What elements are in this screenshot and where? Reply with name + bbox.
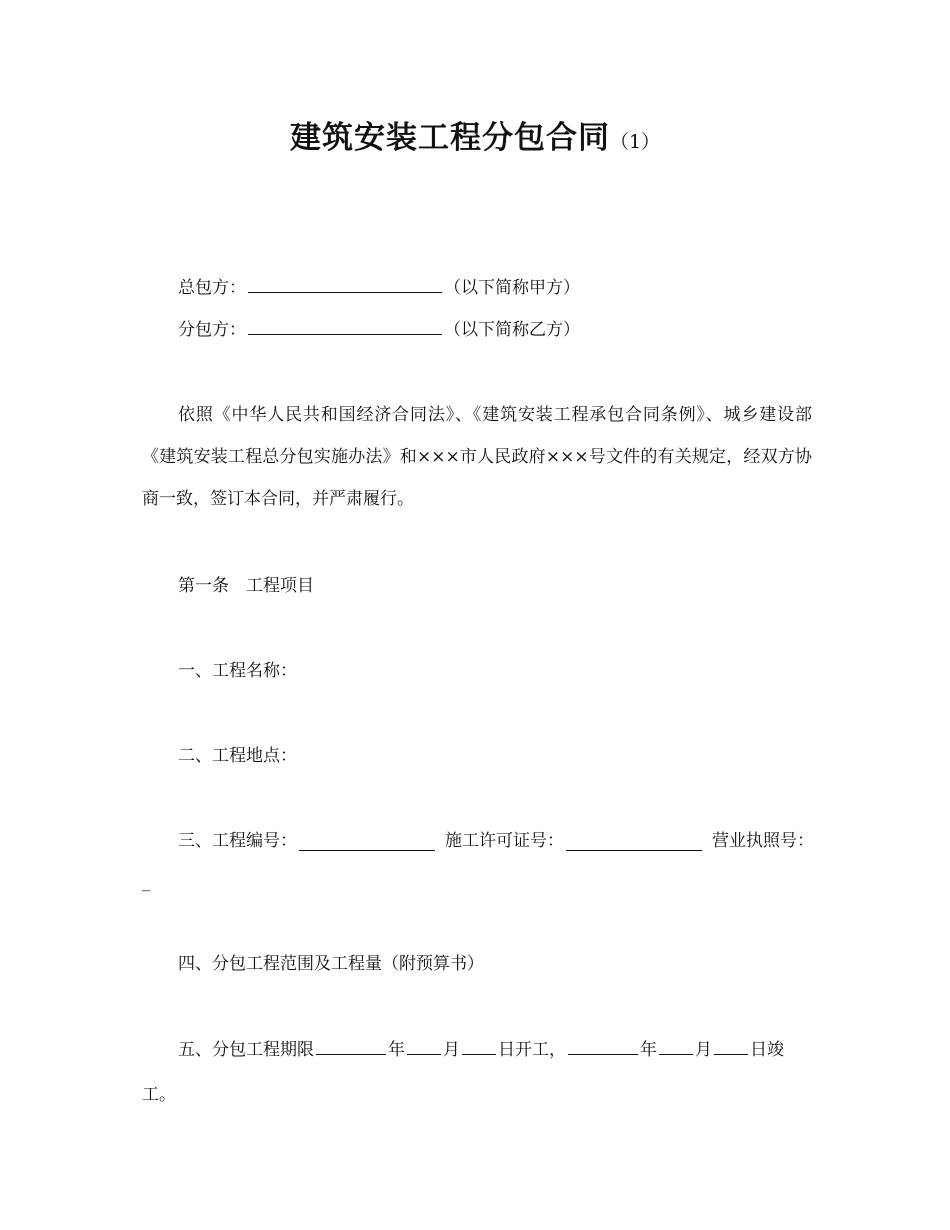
end-month-text: 月	[695, 1040, 712, 1060]
item-3-trail: _	[142, 872, 151, 892]
start-month-text: 月	[443, 1040, 460, 1060]
end-year-blank[interactable]	[568, 1040, 638, 1055]
license-number-label: 营业执照号：	[712, 831, 814, 851]
item-1-project-name: 一、工程名称：	[178, 661, 297, 681]
title-main: 建筑安装工程分包合同	[289, 120, 610, 156]
article-1-heading: 第一条 工程项目	[178, 576, 314, 596]
item-3-line	[178, 831, 814, 851]
party-b-note: （以下简称乙方）	[444, 320, 580, 340]
end-year-text: 年	[640, 1040, 657, 1060]
permit-number-blank[interactable]	[566, 836, 702, 851]
start-year-text: 年	[388, 1040, 405, 1060]
title-suffix: （1）	[609, 131, 661, 153]
project-number-label: 三、工程编号：	[178, 831, 297, 851]
period-label: 五、分包工程期限	[178, 1040, 314, 1060]
end-month-blank[interactable]	[659, 1040, 693, 1055]
item-5-trail: 工。	[142, 1085, 176, 1105]
party-a-label: 总包方：	[178, 278, 246, 298]
item-2-project-location: 二、工程地点：	[178, 746, 297, 766]
end-day-text: 日竣	[750, 1040, 784, 1060]
party-b-label: 分包方：	[178, 320, 246, 340]
start-month-blank[interactable]	[407, 1040, 441, 1055]
party-a-line	[178, 278, 580, 298]
start-year-blank[interactable]	[316, 1040, 386, 1055]
preamble-paragraph: 依照《中华人民共和国经济合同法》、《建筑安装工程承包合同条例》、城乡建设部《建筑安装工程总分包实施办法》和×××市人民政府×××号文件的有关规定，经双方协商一致，签订本合同，并严肃履行。	[142, 405, 812, 509]
document-title	[0, 112, 950, 157]
end-day-blank[interactable]	[714, 1040, 748, 1055]
permit-number-label: 施工许可证号：	[445, 831, 564, 851]
party-a-note: （以下简称甲方）	[444, 278, 580, 298]
item-5-line	[178, 1040, 784, 1060]
party-b-line	[178, 320, 580, 340]
party-b-blank[interactable]	[248, 320, 442, 335]
item-4-scope: 四、分包工程范围及工程量（附预算书）	[178, 954, 484, 974]
start-day-blank[interactable]	[462, 1040, 496, 1055]
project-number-blank[interactable]	[299, 836, 435, 851]
start-day-text: 日开工，	[498, 1040, 566, 1060]
party-a-blank[interactable]	[248, 278, 442, 293]
